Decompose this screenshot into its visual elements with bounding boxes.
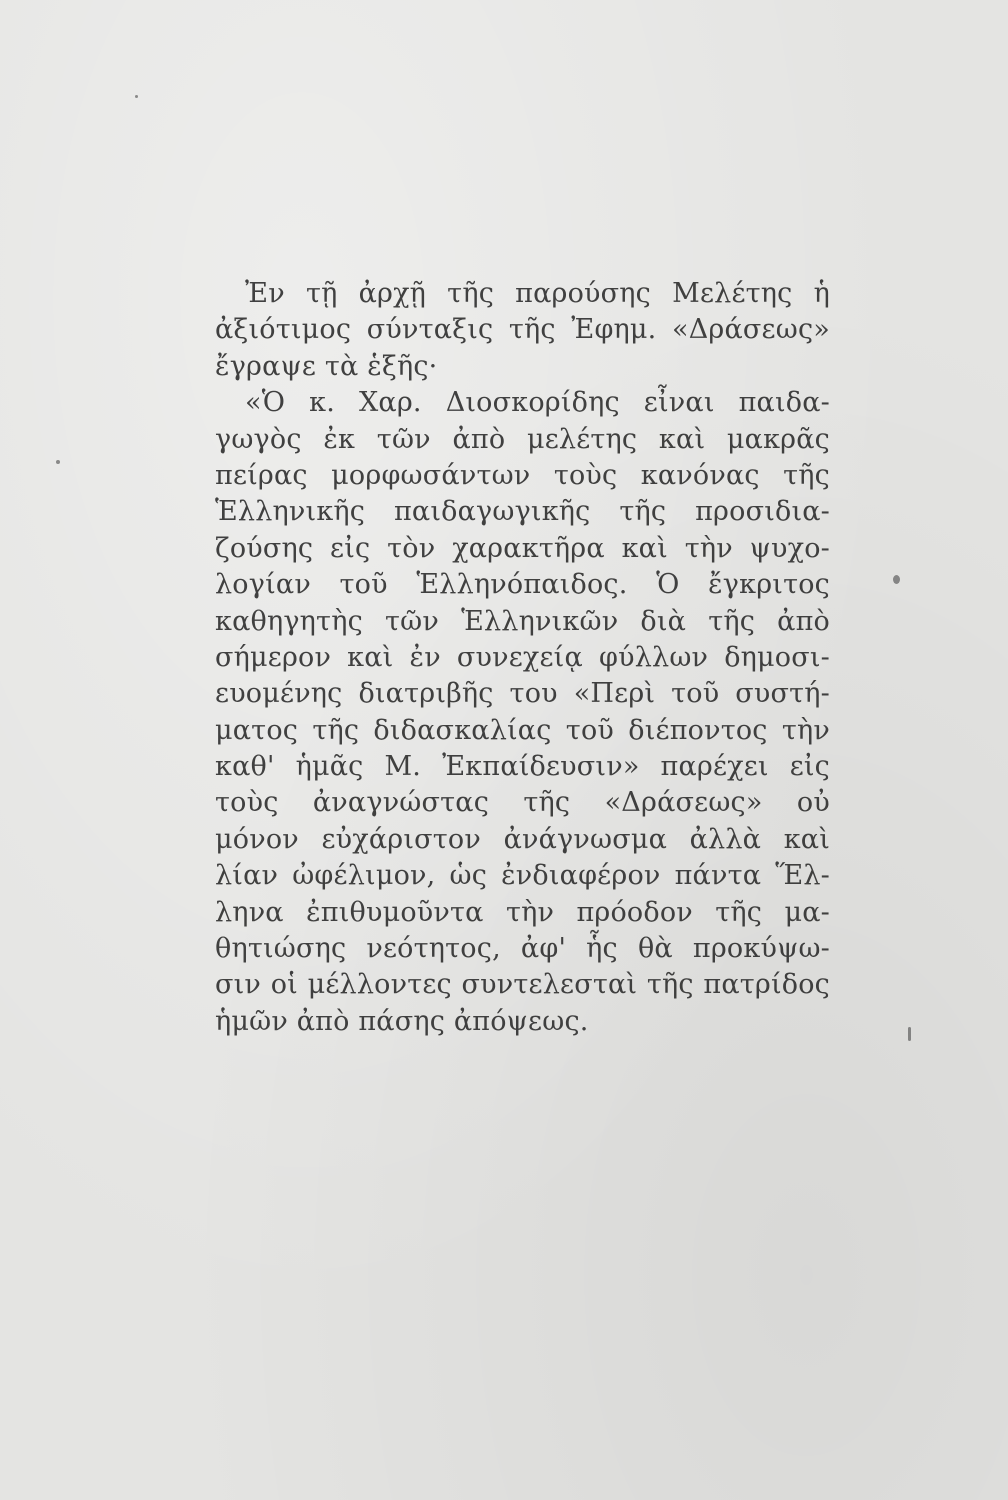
text-line: καθηγητὴς τῶν Ἑλληνικῶν διὰ τῆς ἀπὸ (215, 605, 830, 637)
text-line: ευομένης διατριβῆς του «Περὶ τοῦ συστή- (215, 678, 830, 710)
text-line: λίαν ὠφέλιμον, ὡς ἐνδιαφέρον πάντα Ἕλ- (215, 860, 830, 892)
text-line: Ἐν τῇ ἀρχῇ τῆς παρούσης Μελέτης ἡ (245, 278, 830, 309)
text-line: «Ὁ κ. Χαρ. Διοσκορίδης εἶναι παιδα- (245, 387, 830, 419)
text-line: τοὺς ἀναγνώστας τῆς «Δράσεως» οὐ (215, 787, 830, 819)
text-line: ἔγραψε τὰ ἑξῆς· (215, 350, 438, 382)
text-line: μόνον εὐχάριστον ἀνάγνωσμα ἀλλὰ καὶ (215, 823, 830, 855)
text-line: λογίαν τοῦ Ἑλληνόπαιδος. Ὁ ἔγκριτος (215, 569, 830, 601)
text-line: σήμερον καὶ ἐν συνεχείᾳ φύλλων δημοσι- (215, 641, 830, 673)
text-line: ἡμῶν ἀπὸ πάσης ἀπόψεως. (215, 1005, 589, 1037)
text-line: ματος τῆς διδασκαλίας τοῦ διέποντος τὴν (215, 714, 830, 746)
paper-speck (56, 460, 60, 464)
text-line: ζούσης εἰς τὸν χαρακτῆρα καὶ τὴν ψυχο- (215, 532, 830, 564)
body-paragraph (215, 276, 830, 1040)
text-line: σιν οἱ μέλλοντες συντελεσταὶ τῆς πατρίδος (215, 969, 830, 1001)
paper-speck (908, 1027, 911, 1041)
text-line: γωγὸς ἐκ τῶν ἀπὸ μελέτης καὶ μακρᾶς (215, 423, 830, 455)
text-line: Ἑλληνικῆς παιδαγωγικῆς τῆς προσιδια- (215, 496, 830, 528)
text-line: ἀξιότιμος σύνταξις τῆς Ἐφημ. «Δράσεως» (215, 314, 830, 346)
text-line: καθ' ἡμᾶς Μ. Ἐκπαίδευσιν» παρέχει εἰς (215, 751, 830, 783)
text-line: θητιώσης νεότητος, ἀφ' ἧς θὰ προκύψω- (215, 933, 830, 965)
text-line: ληνα ἐπιθυμοῦντα τὴν πρόοδον τῆς μα- (215, 896, 830, 928)
paper-speck (893, 575, 900, 584)
paper-speck (135, 95, 138, 98)
text-line: πείρας μορφωσάντων τοὺς κανόνας τῆς (215, 459, 830, 491)
